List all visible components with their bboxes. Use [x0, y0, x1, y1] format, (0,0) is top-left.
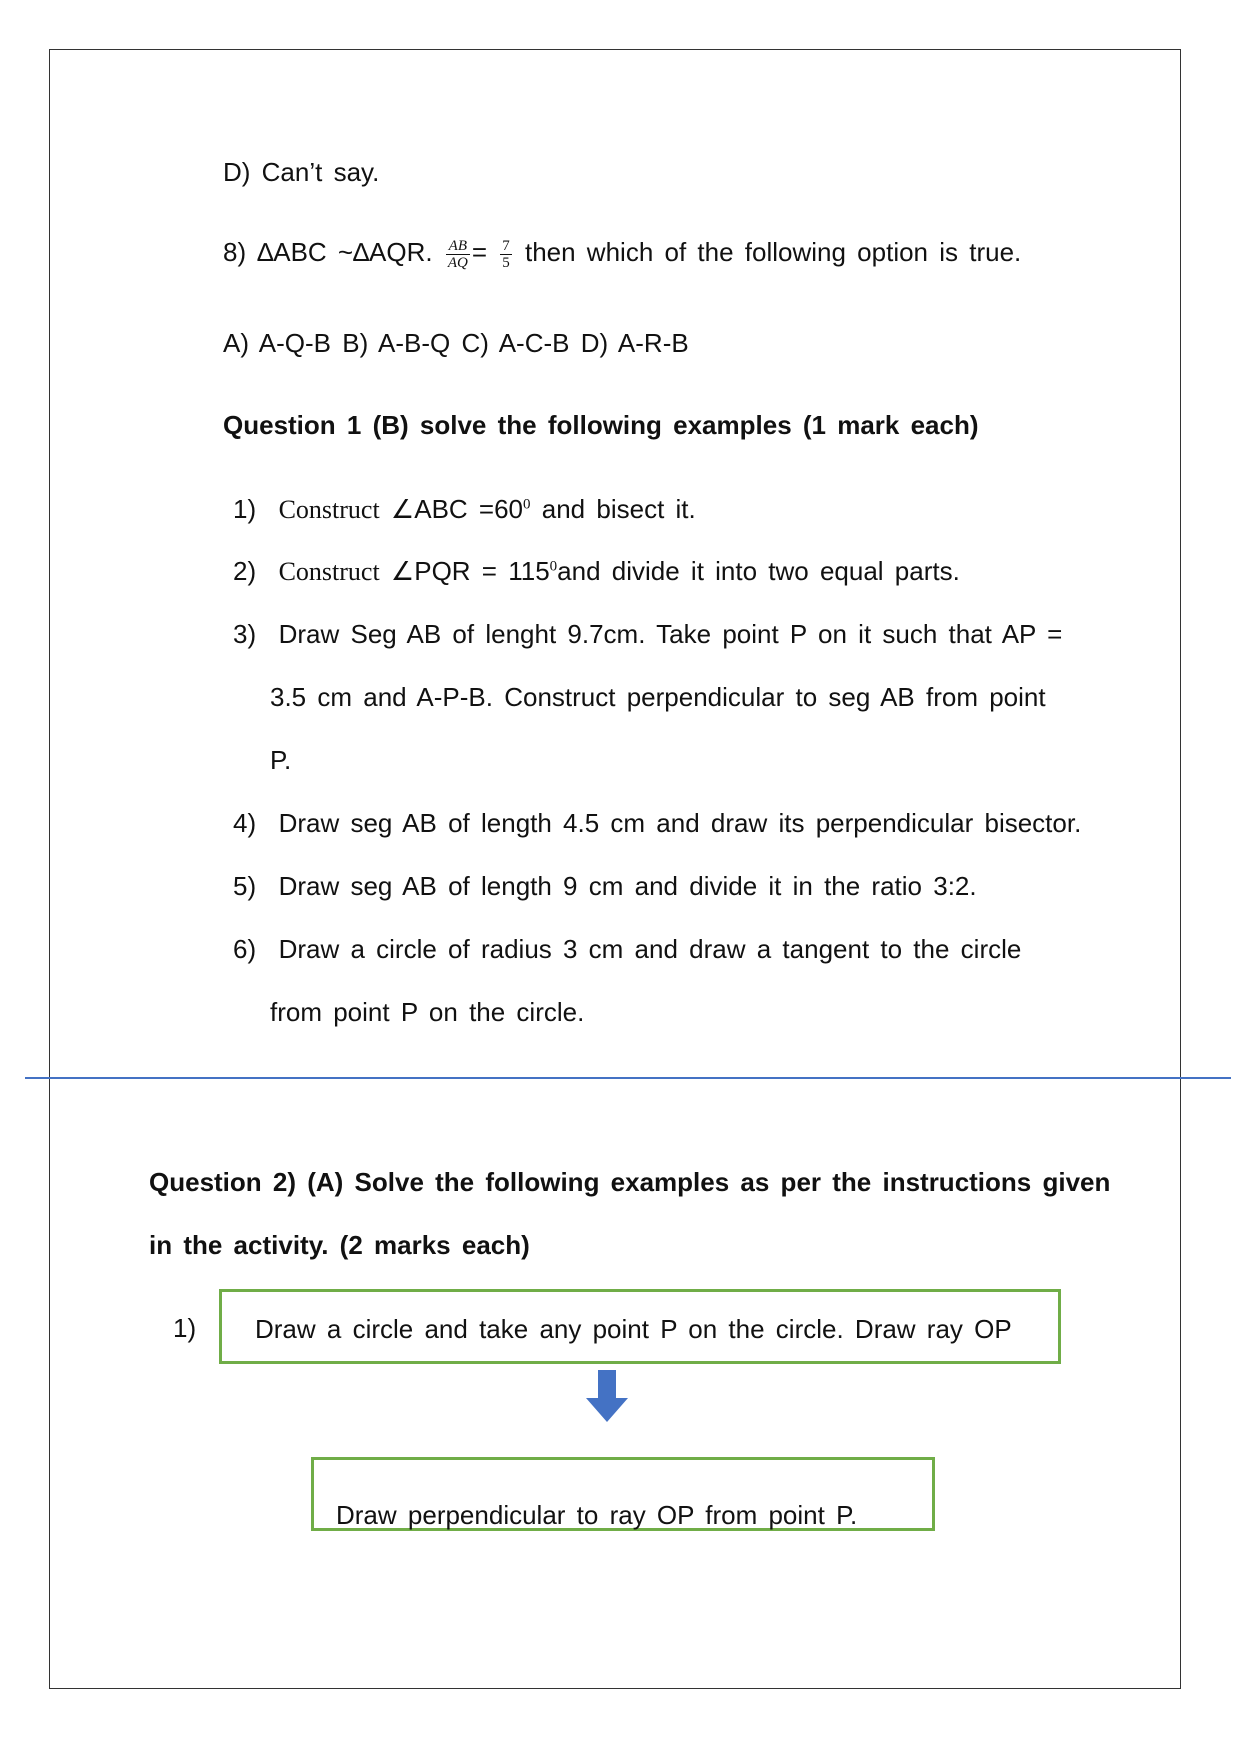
question-8: [223, 237, 1021, 271]
list-item: [233, 934, 1021, 965]
fraction-7-5: [500, 238, 512, 271]
item-text-continued: 3.5 cm and A-P-B. Construct perpendicular to seg AB from point: [270, 682, 1046, 712]
item-text: ∠ABC =60: [390, 494, 524, 524]
item-text: Draw a circle of radius 3 cm and draw a tangent to the circle: [278, 934, 1022, 964]
q2a-heading: Question 2) (A) Solve the following examples as per the instructions given: [149, 1167, 1111, 1197]
flow-box-1: [219, 1289, 1061, 1364]
q8-equals: =: [471, 237, 488, 267]
q7-option-d: D) Can’t say.: [223, 157, 380, 187]
item-number: 1): [233, 494, 257, 524]
item-text: Draw seg AB of length 4.5 cm and draw its perpendicular bisector.: [278, 808, 1082, 838]
q8-options: A) A-Q-B B) A-B-Q C) A-C-B D) A-R-B: [223, 328, 689, 358]
flow-box-1-text: Draw a circle and take any point P on the circle. Draw ray OP: [255, 1314, 1012, 1344]
fraction-numerator: AB: [446, 238, 470, 255]
item-number: 2): [233, 556, 257, 586]
q2a-heading-continued: in the activity. (2 marks each): [149, 1230, 530, 1260]
item-tail: and bisect it.: [541, 494, 696, 524]
fraction-denominator: AQ: [447, 254, 468, 271]
list-item: [233, 494, 696, 525]
list-item: [233, 808, 1081, 839]
degree-sup: 0: [523, 496, 531, 513]
item-text: ∠PQR = 115: [390, 556, 550, 586]
fraction-ab-aq: [446, 238, 470, 271]
item-text: Draw seg AB of length 9 cm and divide it in the ratio 3:2.: [278, 871, 977, 901]
flow-box-2-text: Draw perpendicular to ray OP from point P.: [336, 1500, 858, 1530]
item-text-continued: from point P on the circle.: [270, 997, 585, 1027]
arrow-down-icon: [586, 1370, 628, 1422]
construct-word: Construct: [278, 557, 380, 586]
list-item: [233, 556, 960, 587]
item-text: Draw Seg AB of lenght 9.7cm. Take point P on it such that AP =: [278, 619, 1063, 649]
item-number: 5): [233, 871, 257, 901]
construct-word: Construct: [278, 495, 380, 524]
list-item: [233, 871, 977, 902]
fraction-denominator: 5: [502, 254, 510, 271]
item-number: 3): [233, 619, 257, 649]
degree-sup: 0: [549, 558, 558, 575]
flow-box-2: [311, 1457, 935, 1531]
fraction-numerator: 7: [502, 237, 510, 254]
item-text-continued: P.: [270, 745, 292, 775]
item-number: 4): [233, 808, 257, 838]
q1b-heading: Question 1 (B) solve the following examples (1 mark each): [223, 410, 979, 440]
q8-prefix: 8) ∆ABC ~∆AQR.: [223, 237, 433, 267]
page-border: [49, 49, 1181, 1689]
section-divider: [25, 1077, 1231, 1079]
list-item: [233, 619, 1062, 650]
q8-suffix: then which of the following option is true.: [524, 237, 1022, 267]
item-tail: and divide it into two equal parts.: [557, 556, 960, 586]
q2a-item-number: 1): [173, 1313, 197, 1343]
item-number: 6): [233, 934, 257, 964]
